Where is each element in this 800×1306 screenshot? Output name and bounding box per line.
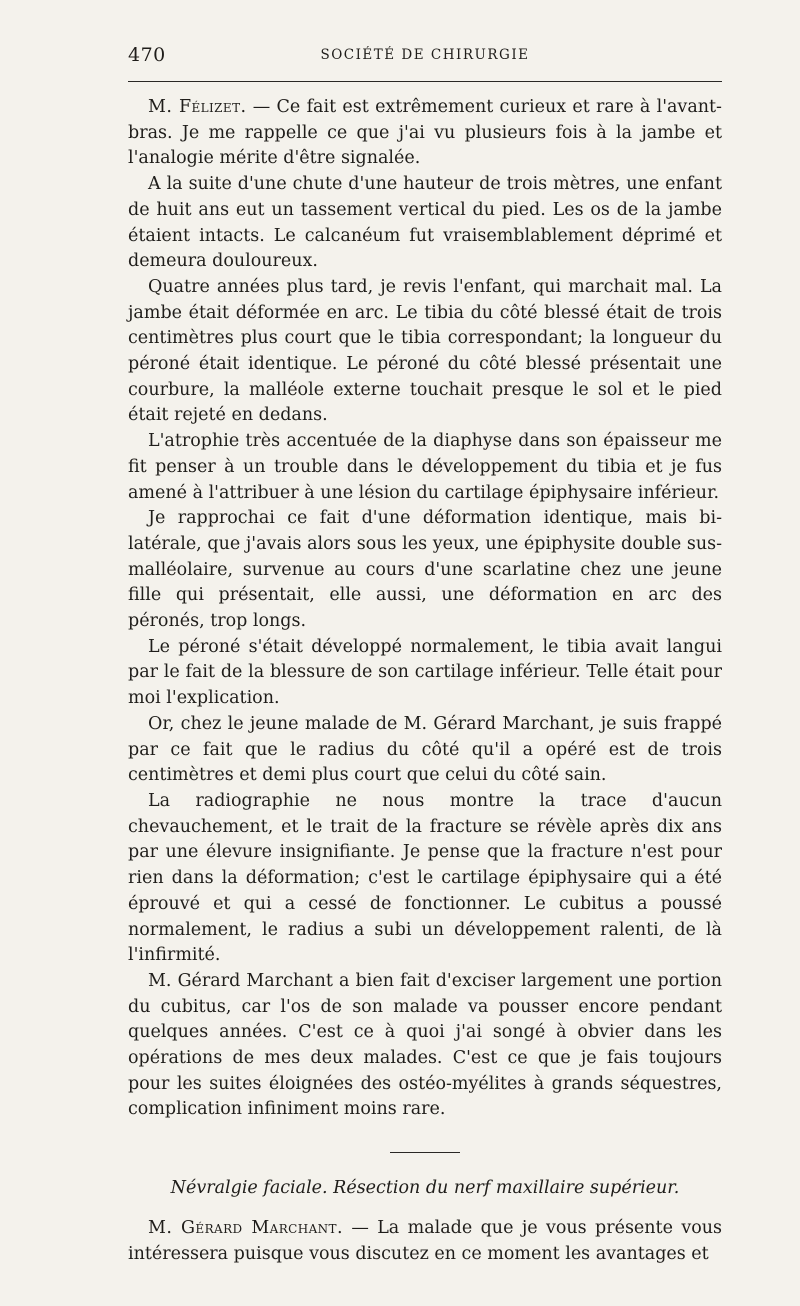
paragraph: A la suite d'une chute d'une hauteur de trois mètres, une enfant de huit ans eut un tassement vertical du pied. Les os de la jambe étaient intacts. Le calcanéum fut vraisemblablement déprimé et demeura douloureux. [128, 174, 722, 272]
page-number: 470 [128, 44, 166, 66]
speaker-name: M. Félizet. [148, 97, 247, 117]
paragraph [128, 1216, 722, 1267]
speaker-name: M. Gérard Marchant. [148, 1217, 343, 1238]
body-text [128, 95, 722, 1267]
paragraph: Le péroné s'était développé normalement, le tibia avait langui par le fait de la blessure de son cartilage inférieur. Telle était pour moi l'explication. [128, 636, 722, 709]
journal-title: SOCIÉTÉ DE CHIRURGIE [320, 47, 530, 63]
paragraph: M. Gérard Marchant a bien fait d'exciser largement une portion du cubitus, car l'os de son malade va pousser encore pendant quelques années. C'est ce à quoi j'ai songé à obvier dans les opérations de mes deux malades. C'est ce que je fais toujours pour les suites éloignées des ostéo-myélites à grands séquestres, complication infiniment moins rare. [128, 970, 722, 1120]
section-heading: Névralgie faciale. Résection du nerf maxillaire supérieur. [170, 1178, 680, 1199]
paragraph [128, 95, 722, 172]
paragraph: La radiographie ne nous montre la trace d'aucun chevauchement, et le trait de la fracture se révèle après dix ans par une élevure insignifiante. Je pense que la fracture n'est pour rien dans la déformation; c'est le cartilage épiphysaire qui a été éprouvé et qui a cessé de fonctionner. Le cubitus a poussé normalement, le radius a subi un développement ralenti, de là l'infirmité. [128, 790, 722, 966]
paragraph: Je rapprochai ce fait d'une déformation identique, mais bi-latérale, que j'avais alors sous les yeux, une épiphysite double sus-malléolaire, survenue au cours d'une scarlatine chez une jeune fille qui présentait, elle aussi, une déformation en arc des péronés, trop longs. [128, 508, 722, 632]
header-rule [128, 81, 722, 82]
paragraph-text: — Ce fait est extrêmement curieux et rare à l'avant-bras. Je me rappelle ce que j'ai vu plusieurs fois à la jambe et l'analogie mérite d'être signalée. [128, 97, 722, 169]
paragraph: L'atrophie très accentuée de la diaphyse dans son épaisseur me fit penser à un trouble dans le développement du tibia et je fus amené à l'attribuer à une lésion du cartilage épiphysaire inférieur. [128, 431, 722, 503]
section-divider [390, 1152, 460, 1153]
paragraph: Or, chez le jeune malade de M. Gérard Marchant, je suis frappé par ce fait que le radius du côté qu'il a opéré est de trois centimètres et demi plus court que celui du côté sain. [128, 713, 722, 786]
paragraph-text: — La malade que je vous présente vous intéressera puisque vous discutez en ce moment les avantages et [128, 1217, 722, 1264]
running-head [128, 44, 722, 68]
paragraph: Quatre années plus tard, je revis l'enfant, qui marchait mal. La jambe était déformée en arc. Le tibia du côté blessé était de trois centimètres plus court que le tibia correspondant; la longueur du péroné était identique. Le péroné du côté blessé présentait une courbure, la malléole externe touchait presque le sol et le pied était rejeté en dedans. [128, 276, 722, 426]
